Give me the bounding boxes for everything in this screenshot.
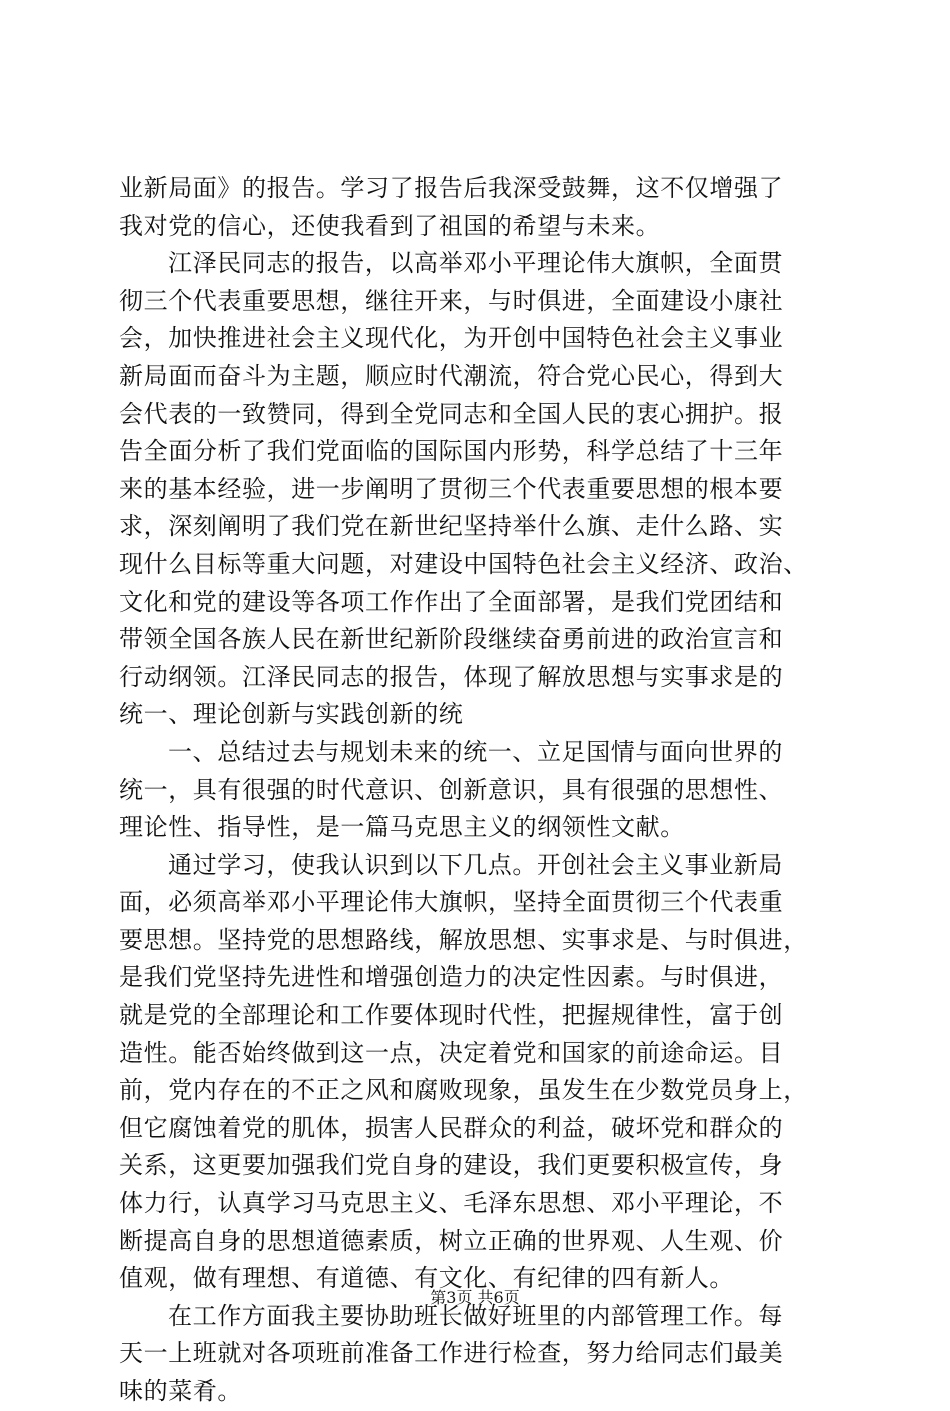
text-line: 就是党的全部理论和工作要体现时代性，把握规律性，富于创 xyxy=(119,1001,784,1030)
text-line: 统一、理论创新与实践创新的统 xyxy=(119,700,464,729)
text-line: 行动纲领。江泽民同志的报告，体现了解放思想与实事求是的 xyxy=(119,662,784,691)
text-line: 求，深刻阐明了我们党在新世纪坚持举什么旗、走什么路、实 xyxy=(119,512,784,541)
text-line: 关系，这更要加强我们党自身的建设，我们更要积极宣传，身 xyxy=(119,1151,784,1180)
text-line: 来的基本经验，进一步阐明了贯彻三个代表重要思想的根本要 xyxy=(119,474,784,503)
text-line: 面，必须高举邓小平理论伟大旗帜，坚持全面贯彻三个代表重 xyxy=(119,888,784,917)
page-number: 第3页 共6页 xyxy=(430,1288,520,1307)
text-line: 断提高自身的思想道德素质，树立正确的世界观、人生观、价 xyxy=(119,1226,784,1255)
text-line: 味的菜肴。 xyxy=(119,1377,242,1405)
text-line: 理论性、指导性，是一篇马克思主义的纲领性文献。 xyxy=(119,813,685,842)
text-line: 江泽民同志的报告，以高举邓小平理论伟大旗帜，全面贯 xyxy=(168,249,783,278)
text-line: 值观，做有理想、有道德、有文化、有纪律的四有新人。 xyxy=(119,1264,734,1293)
text-line: 但它腐蚀着党的肌体，损害人民群众的利益，破坏党和群众的 xyxy=(119,1113,784,1142)
text-line: 告全面分析了我们党面临的国际国内形势，科学总结了十三年 xyxy=(119,437,784,466)
document-body xyxy=(119,170,834,1411)
text-line: 新局面而奋斗为主题，顺应时代潮流，符合党心民心，得到大 xyxy=(119,361,784,390)
text-line: 天一上班就对各项班前准备工作进行检查，努力给同志们最美 xyxy=(119,1339,784,1368)
text-line: 我对党的信心，还使我看到了祖国的希望与未来。 xyxy=(119,211,661,240)
text-line: 通过学习，使我认识到以下几点。开创社会主义事业新局 xyxy=(168,850,783,879)
text-line: 要思想。坚持党的思想路线，解放思想、实事求是、与时俱进， xyxy=(119,925,808,954)
text-line: 前，党内存在的不正之风和腐败现象，虽发生在少数党员身上， xyxy=(119,1076,808,1105)
text-line: 统一，具有很强的时代意识、创新意识，具有很强的思想性、 xyxy=(119,775,784,804)
text-line: 在工作方面我主要协助班长做好班里的内部管理工作。每 xyxy=(168,1301,783,1330)
text-line: 一、总结过去与规划未来的统一、立足国情与面向世界的 xyxy=(168,737,783,766)
text-line: 业新局面》的报告。学习了报告后我深受鼓舞，这不仅增强了 xyxy=(119,174,784,202)
text-line: 带领全国各族人民在新世纪新阶段继续奋勇前进的政治宣言和 xyxy=(119,625,784,654)
text-line: 彻三个代表重要思想，继往开来，与时俱进，全面建设小康社 xyxy=(119,286,784,315)
text-line: 体力行，认真学习马克思主义、毛泽东思想、邓小平理论，不 xyxy=(119,1189,784,1218)
text-line: 会代表的一致赞同，得到全党同志和全国人民的衷心拥护。报 xyxy=(119,399,784,428)
text-line: 文化和党的建设等各项工作作出了全面部署，是我们党团结和 xyxy=(119,587,784,616)
text-line: 现什么目标等重大问题，对建设中国特色社会主义经济、政治、 xyxy=(119,549,808,578)
text-line: 造性。能否始终做到这一点，决定着党和国家的前途命运。目 xyxy=(119,1038,784,1067)
text-line: 是我们党坚持先进性和增强创造力的决定性因素。与时俱进， xyxy=(119,963,784,992)
text-line: 会，加快推进社会主义现代化，为开创中国特色社会主义事业 xyxy=(119,324,784,353)
